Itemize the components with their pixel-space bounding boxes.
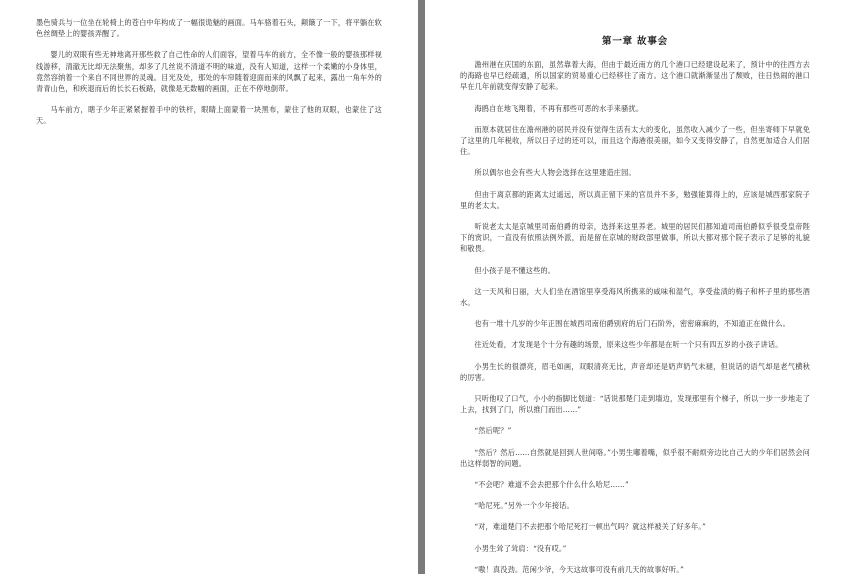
right-page	[425, 0, 843, 574]
paragraph: 往近处看，才发现是个十分有趣的场景，原来这些少年都是在听一个只有四五岁的小孩子讲话。	[474, 340, 783, 350]
paragraph: 也有一堆十几岁的少年正围在城西司南伯爵别府的后门石阶外，密密麻麻的，不知道正在做什么。	[474, 319, 790, 329]
paragraph: “哈尼死。”另外一个少年接话。	[474, 501, 574, 511]
paragraph: 但小孩子是不懂这些的。	[474, 265, 556, 275]
page-divider	[418, 0, 425, 574]
paragraph: 而原本就居住在澹州港的居民并没有觉得生活有太大的变化，虽然收入减少了一些，但坐寄师下早就免了这里的几年税收，所以日子过的还可以，而且这个海港很美丽，如今又变得安静了，自然更加适合人们居住。	[460, 124, 810, 157]
paragraph: 海鸥自在地飞翔着，不再有那些可恶的水手来骚扰。	[474, 103, 644, 113]
chapter-title: 第一章 故事会	[602, 36, 668, 47]
left-page	[0, 0, 418, 574]
paragraph: 马车前方，瞎子少年正紧紧握着手中的铁杆，眼睛上面蒙着一块黑布，蒙住了他的双眼，也蒙住了这天。	[36, 105, 382, 126]
paragraph: 但由于离京都的距离太过遥远，所以真正留下来的官员并不多，勉强能算得上的，应该是城西那家院子里的老太太。	[460, 189, 810, 210]
paragraph: 小男生耸了耸肩：“没有哎。”	[474, 543, 567, 553]
left-page-content	[0, 0, 418, 127]
paragraph: 所以偶尔也会有些大人物会选择在这里建造庄园。	[474, 168, 636, 178]
paragraph: 澹州港在庆国的东面，虽然靠着大海，但由于最近南方的几个港口已经建设起来了，预计中的往西方去的海路也早已经疏通，所以国家的贸易重心已经移往了南方。这个港口就渐渐显出了颓败，往日热闹的港口早在几年前就变得安静了起来。	[460, 60, 810, 92]
paragraph: 这一天风和日丽，大人们坐在酒馆里享受海风所携来的咸味和湿气，享受盐渍的梅子和杯子里的那些酒水。	[460, 286, 810, 308]
paragraph: “对，难道楚门不去把那个哈尼死打一顿出气吗？就这样被关了好多年。”	[474, 522, 706, 532]
paragraph: “不会吧？难道不会去把那个什么什么哈尼……”	[474, 480, 629, 490]
paragraph: “然后？然后……自然就是回到人世间咯。”小男生嘟着嘴，似乎很不耐烦旁边比自己大的少年们居然会问出这样弱智的问题。	[460, 447, 810, 468]
paragraph: 墨色骑兵与一位坐在轮椅上的苍白中年构成了一幅很诡魅的画面。马车骆着石头，颠簸了一下，将平躺在软色丝绸垫上的婴孩弄醒了。	[36, 18, 382, 39]
paragraph: 只听他叹了口气，小小的指脚比划道：“话说那楚门走到墙边，发现那里有个梯子，所以一步一步地走了上去，找到了门，所以推门而出……”	[460, 394, 810, 415]
right-page-content	[425, 0, 843, 574]
paragraph: “嗷！真没劲。范闲少爷，今天这故事可没有前几天的故事好听。”	[474, 564, 684, 574]
paragraph: 听说老太太是京城里司南伯爵的母亲，选择来这里养老。城里的居民们都知道司南伯爵似乎很受皇帝陛下的赏识，一直没有依照法例外派，而是留在京城的财政部里做事，所以大都对那个院子表示了足够的礼貌和敬畏。	[460, 222, 810, 254]
paragraph: 小男生长的很漂亮，眉毛如画，双眼清亮无比，声音却还是奶声奶气未褪，但说话的语气却是老气横秋的厉害。	[460, 361, 810, 382]
paragraph: 婴儿的双眼有些无神地离开那些救了自己性命的人们面容，望着马车的前方，全不像一般的婴孩那样视线游移，清澈无比却无法聚焦，却多了几丝说不清道不明的味道，没有人知道，这样一个柔嫩的小身体里，竟然容纳着一个来自不同世界的灵魂。目光及处，那处的车帘随着迎面而来的风飘了起来，露出一角车外的青青山色，和疾退而后的长长石板路，就像是无数幅的画面，正在不停地倒带。	[36, 50, 382, 94]
paragraph: “然后呢？”	[474, 426, 512, 436]
